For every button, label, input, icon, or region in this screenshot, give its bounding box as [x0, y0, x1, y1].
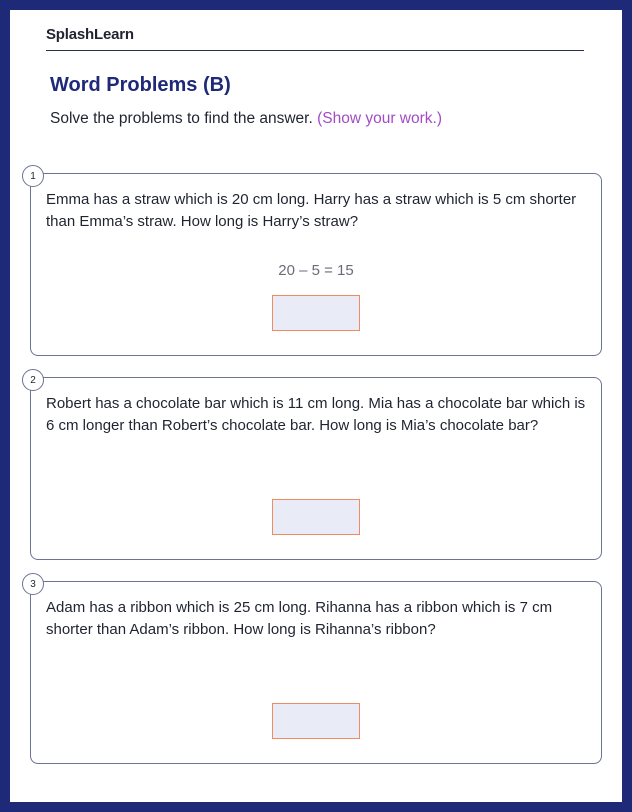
problem-card-3 — [30, 578, 602, 764]
header-divider — [46, 50, 584, 51]
brand-logo: SplashLearn — [46, 26, 134, 43]
worksheet-title: Word Problems (B) — [50, 74, 231, 96]
worksheet-instruction — [50, 110, 442, 128]
problem-number-badge: 3 — [22, 573, 44, 595]
problem-text: Adam has a ribbon which is 25 cm long. Rihanna has a ribbon which is 7 cm shorter than Adam’s ribbon. How long is Rihanna’s ribbon? — [46, 599, 553, 638]
answer-box[interactable] — [272, 295, 360, 331]
problem-text: Robert has a chocolate bar which is 11 cm long. Mia has a chocolate bar which is 6 cm longer than Robert’s chocolate bar. How long is Mia’s chocolate bar? — [46, 395, 586, 434]
instruction-hint: (Show your work.) — [317, 110, 443, 127]
worksheet-page — [10, 10, 622, 802]
problem-text: Emma has a straw which is 20 cm long. Harry has a straw which is 5 cm shorter than Emma’s straw. How long is Harry’s straw? — [46, 191, 577, 230]
worked-equation: 20 – 5 = 15 — [278, 262, 354, 279]
answer-box[interactable] — [272, 499, 360, 535]
instruction-text: Solve the problems to find the answer. — [50, 110, 313, 127]
answer-box[interactable] — [272, 703, 360, 739]
problem-number-badge: 1 — [22, 165, 44, 187]
problem-card-1 — [30, 170, 602, 356]
problem-number-badge: 2 — [22, 369, 44, 391]
problem-card-2 — [30, 374, 602, 560]
